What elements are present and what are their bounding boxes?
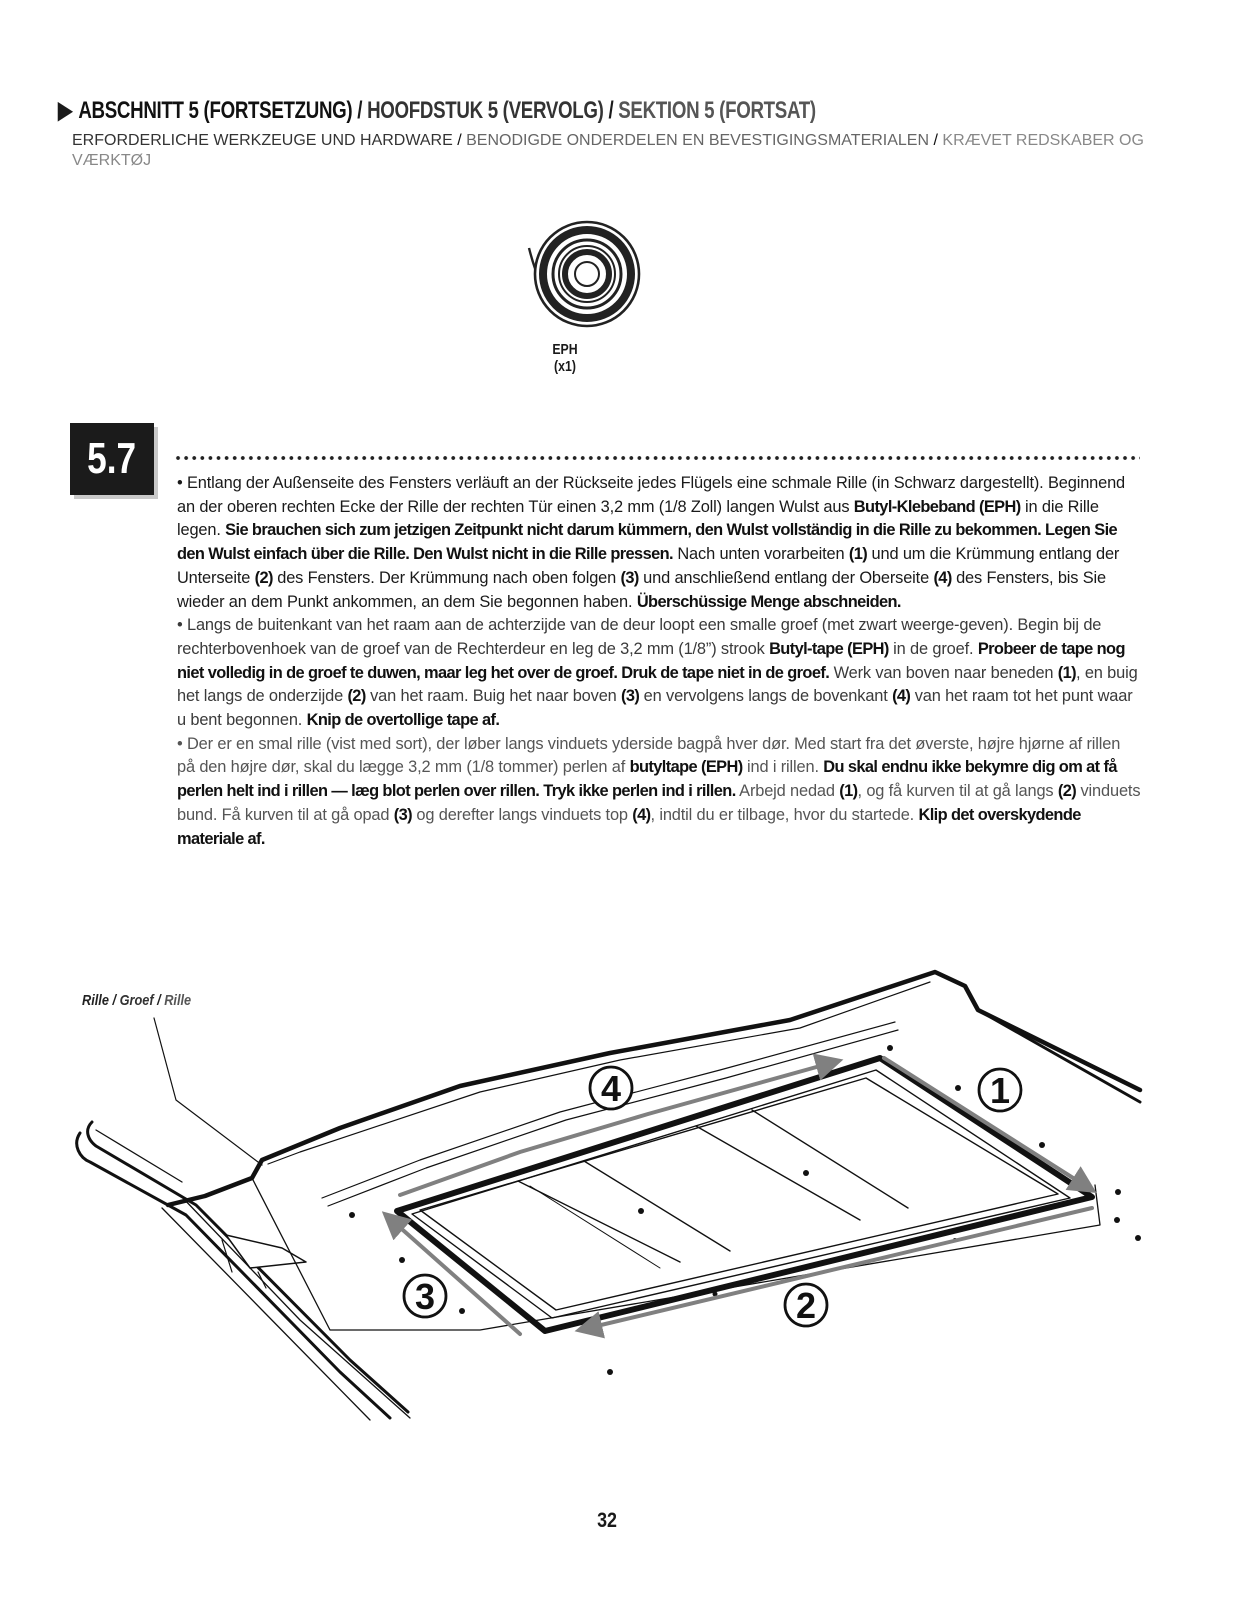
title-separator: / bbox=[357, 97, 363, 124]
subtitle-separator: / bbox=[457, 132, 462, 149]
step-instructions bbox=[177, 472, 1142, 851]
instruction-nl: • Langs de buitenkant van het raam aan de achterzijde van de deur loopt een smalle groef (met zwart weerge-geven). Begin bij de rechterbovenhoek van de groef van de Rechterdeur en leg de 3,2 mm (1/8”) strook Butyl-tape (EPH) in de groef. Probeer de tape nog niet volledig in de groef te duwen, maar leg het over de groef. Druk de tape niet in de groef. Werk van boven naar beneden (1), en buig het langs de onderzijde (2) van het raam. Buig het naar boven (3) en vervolgens langs de bovenkant (4) van het raam tot het punt waar u bent begonnen. Knip de overtollige tape af. bbox=[177, 616, 1138, 730]
page-number: 32 bbox=[597, 1509, 617, 1532]
title-separator: / bbox=[608, 97, 614, 124]
subtitle-de: ERFORDERLICHE WERKZEUGE UND HARDWARE bbox=[72, 132, 453, 149]
callout-3: 3 bbox=[414, 1276, 436, 1317]
subtitle-nl: BENODIGDE ONDERDELEN EN BEVESTIGINGSMATERIALEN bbox=[466, 132, 930, 149]
dotted-divider bbox=[174, 455, 1140, 461]
title-nl: HOOFDSTUK 5 (VERVOLG) bbox=[367, 97, 604, 124]
title-da: SEKTION 5 (FORTSAT) bbox=[618, 97, 816, 124]
title-de: ABSCHNITT 5 (FORTSETZUNG) bbox=[78, 97, 353, 124]
callout-1: 1 bbox=[989, 1070, 1011, 1111]
play-arrow-icon: ▶ bbox=[58, 97, 73, 124]
subtitle-da: KRÆVET REDSKABER OG VÆRKTØJ bbox=[72, 132, 1144, 169]
subtitle-separator: / bbox=[933, 132, 938, 149]
tape-coil-icon bbox=[527, 218, 647, 340]
callout-2: 2 bbox=[795, 1285, 817, 1326]
section-title bbox=[58, 96, 816, 125]
window-groove-illustration bbox=[0, 960, 1237, 1430]
step-number: 5.7 bbox=[87, 434, 137, 483]
step-number-badge bbox=[70, 423, 154, 495]
callout-4: 4 bbox=[600, 1068, 622, 1109]
hardware-label: EPH (x1) bbox=[552, 341, 578, 375]
groove-label: Rille / Groef / Rille bbox=[82, 992, 192, 1009]
instruction-de: • Entlang der Außenseite des Fensters verläuft an der Rückseite jedes Flügels eine schmale Rille (in Schwarz dargestellt). Beginnend an der oberen rechten Ecke der Rille der rechten Tür einen 3,2 mm (1/8 Zoll) langen Wulst aus Butyl-Klebeband (EPH) in die Rille legen. Sie brauchen sich zum jetzigen Zeitpunkt nicht darum kümmern, den Wulst vollständig in die Rille zu bekommen. Legen Sie den Wulst einfach über die Rille. Den Wulst nicht in die Rille pressen. Nach unten vorarbeiten (1) und um die Krümmung entlang der Unterseite (2) des Fensters. Der Krümmung nach oben folgen (3) und anschließend entlang der Oberseite (4) des Fensters, bis Sie wieder an dem Punkt ankommen, an dem Sie begonnen haben. Überschüssige Menge abschneiden. bbox=[177, 474, 1126, 611]
section-subtitle bbox=[72, 131, 1152, 171]
instruction-da: • Der er en smal rille (vist med sort), der løber langs vinduets yderside bagpå hver dør. Med start fra det øverste, højre hjørne af rillen på den højre dør, skal du lægge 3,2 mm (1/8 tommer) perlen af butyltape (EPH) ind i rillen. Du skal endnu ikke bekymre dig om at få perlen helt ind i rillen — læg blot perlen over rillen. Tryk ikke perlen ind i rillen. Arbejd nedad (1), og få kurven til at gå langs (2) vinduets bund. Få kurven til at gå opad (3) og derefter langs vinduets top (4), indtil du er tilbage, hvor du startede. Klip det overskydende materiale af. bbox=[177, 734, 1141, 848]
